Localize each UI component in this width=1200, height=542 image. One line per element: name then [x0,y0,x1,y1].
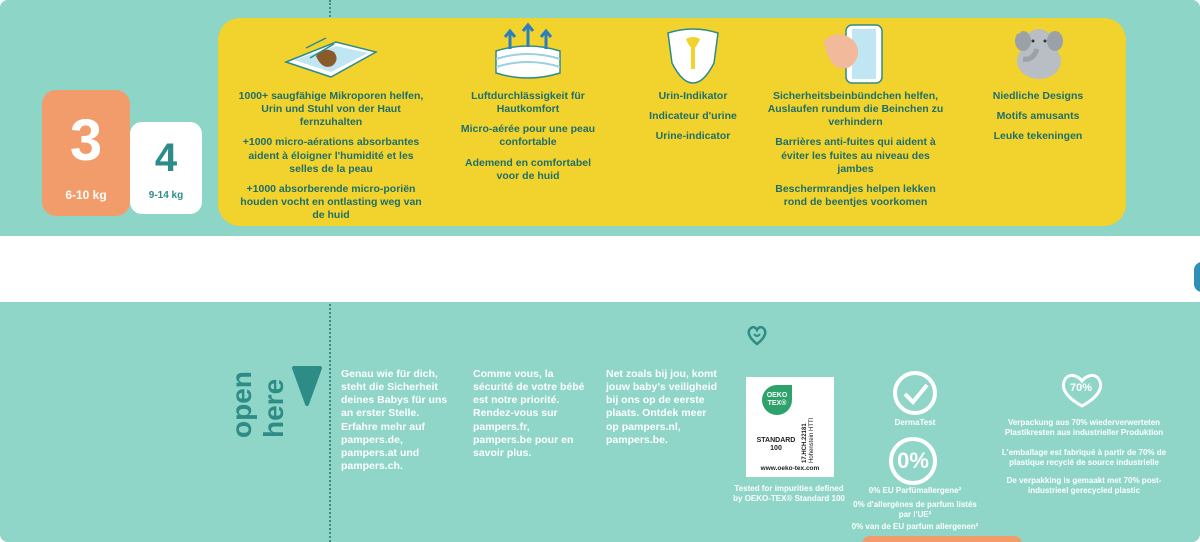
oeko-standard: STANDARD [756,437,796,444]
oeko-tex-logo [762,385,792,415]
feature-text-de: Luftdurchlässigkeit für Hautkomfort [471,90,585,116]
wetness-indicator-icon [633,18,753,90]
here-label: here [258,378,289,438]
open-label: open [226,371,257,438]
feature-text-de: Sicherheitsbeinbündchen helfen, Auslaufen rundum die Beinchen zu verhindern [767,90,944,129]
feature-text-fr: +1000 micro-aérations absorbantes aident à éloigner l'humidité et les selles de la peau [242,136,420,175]
feature-text-fr: Micro-aérée pour une peau confortable [460,123,596,149]
dotted-fold-line-top [329,0,331,20]
feature-text-nl: Beschermrandjes helpen lekken rond de beentjes voorkomen [775,182,936,208]
feature-leg-cuffs [763,18,948,216]
recycled-text-nl: De verpakking is gemaakt met 70% post-industrieel gerecycled plastic [1006,476,1162,495]
size-strip [862,536,1022,542]
oeko-url: www.oeko-tex.com [760,465,820,472]
feature-text-nl: Leuke tekeningen [993,130,1083,143]
oeko-institute: Hohenstein HTTI [809,417,816,463]
feature-text-nl: +1000 absorberende micro-poriën houden vocht en ontlasting weg van de huid [240,182,422,221]
open-here-tab[interactable] [222,358,292,438]
pampers-heart-icon [744,322,770,348]
side-tab [1194,262,1200,292]
feature-text-de: Urin-Indikator [658,90,728,102]
absorbent-layer-icon [236,18,426,90]
zero-percent-text: 0% [897,448,929,473]
features-panel [218,18,1126,226]
feature-text-de: Niedliche Designs [992,90,1084,102]
zero-percent-icon [889,437,937,485]
recycled-badge-text: 70% [1070,382,1093,394]
feature-text-nl: Ademend en comfortabel voor de huid [464,156,592,182]
feature-text-nl: Urine-indicator [655,130,731,143]
dermatest-icon [893,371,937,415]
oeko-logo-text: OEKO [766,392,788,399]
feature-wetness-indicator [633,18,753,150]
size-weight: 6-10 kg [65,188,107,202]
perfume-text-nl: 0% van de EU parfum allergenen² [851,522,979,531]
feature-text-fr: Indicateur d'urine [649,110,737,123]
recycled-text-fr: L'emballage est fabriqué à partir de 70% de plastique recyclé de source industrielle [1001,448,1167,467]
recycled-badge-icon [1056,370,1108,410]
breathable-diaper-icon [458,18,598,90]
leg-cuffs-icon [763,18,948,90]
feature-text-fr: Barrières anti-fuites qui aident à éviter les fuites au niveau des jambes [775,136,936,175]
size-number: 4 [154,136,178,180]
oeko-tex-label [746,377,834,477]
elephant-design-icon [963,18,1113,90]
size-badge-4 [130,122,202,214]
feature-text-fr: Motifs amusants [996,110,1080,123]
dermatest-label: DermaTest [894,418,936,427]
safety-message-de: Genau wie für dich, steht die Sicherheit deines Babys für uns an erster Stelle. Erfahre mehr auf pampers.de, pampers.at und pampers.ch. [341,368,448,472]
white-band [0,236,1200,302]
open-arrow-icon [290,366,324,406]
dotted-fold-line-bottom [329,304,331,542]
oeko-caption: Tested for impurities defined by OEKO-TEX® Standard 100 [733,484,845,503]
feature-text-de: 1000+ saugfähige Mikroporen helfen, Urin und Stuhl von der Haut fernzuhalten [238,90,424,129]
tex-logo-text: TEX® [767,399,787,407]
feature-designs [963,18,1113,150]
feature-breathability [458,18,598,190]
recycled-text-de: Verpackung aus 70% wiederverwerteten Plastikresten aus industrieller Produktion [1004,418,1164,437]
size-number: 3 [69,108,103,173]
feature-absorbency [236,18,426,229]
size-badge-3 [42,90,130,216]
safety-message-nl: Net zoals bij jou, komt jouw baby's veiligheid bij ons op de eerste plaats. Ontdek meer op pampers.nl, pampers.be. [606,368,718,446]
size-weight: 9-14 kg [148,190,184,201]
perfume-text-fr: 0% d'allergènes de parfum listés par l'UE² [853,500,977,519]
oeko-cert-number: 17.HCH.22181 [802,423,808,463]
safety-message-fr: Comme vous, la sécurité de votre bébé est notre priorité. Rendez-vous sur pampers.fr, pampers.be pour en savoir plus. [473,368,585,459]
oeko-standard-num: 100 [770,444,782,452]
perfume-text-de: 0% EU Parfümallergene² [868,486,962,495]
